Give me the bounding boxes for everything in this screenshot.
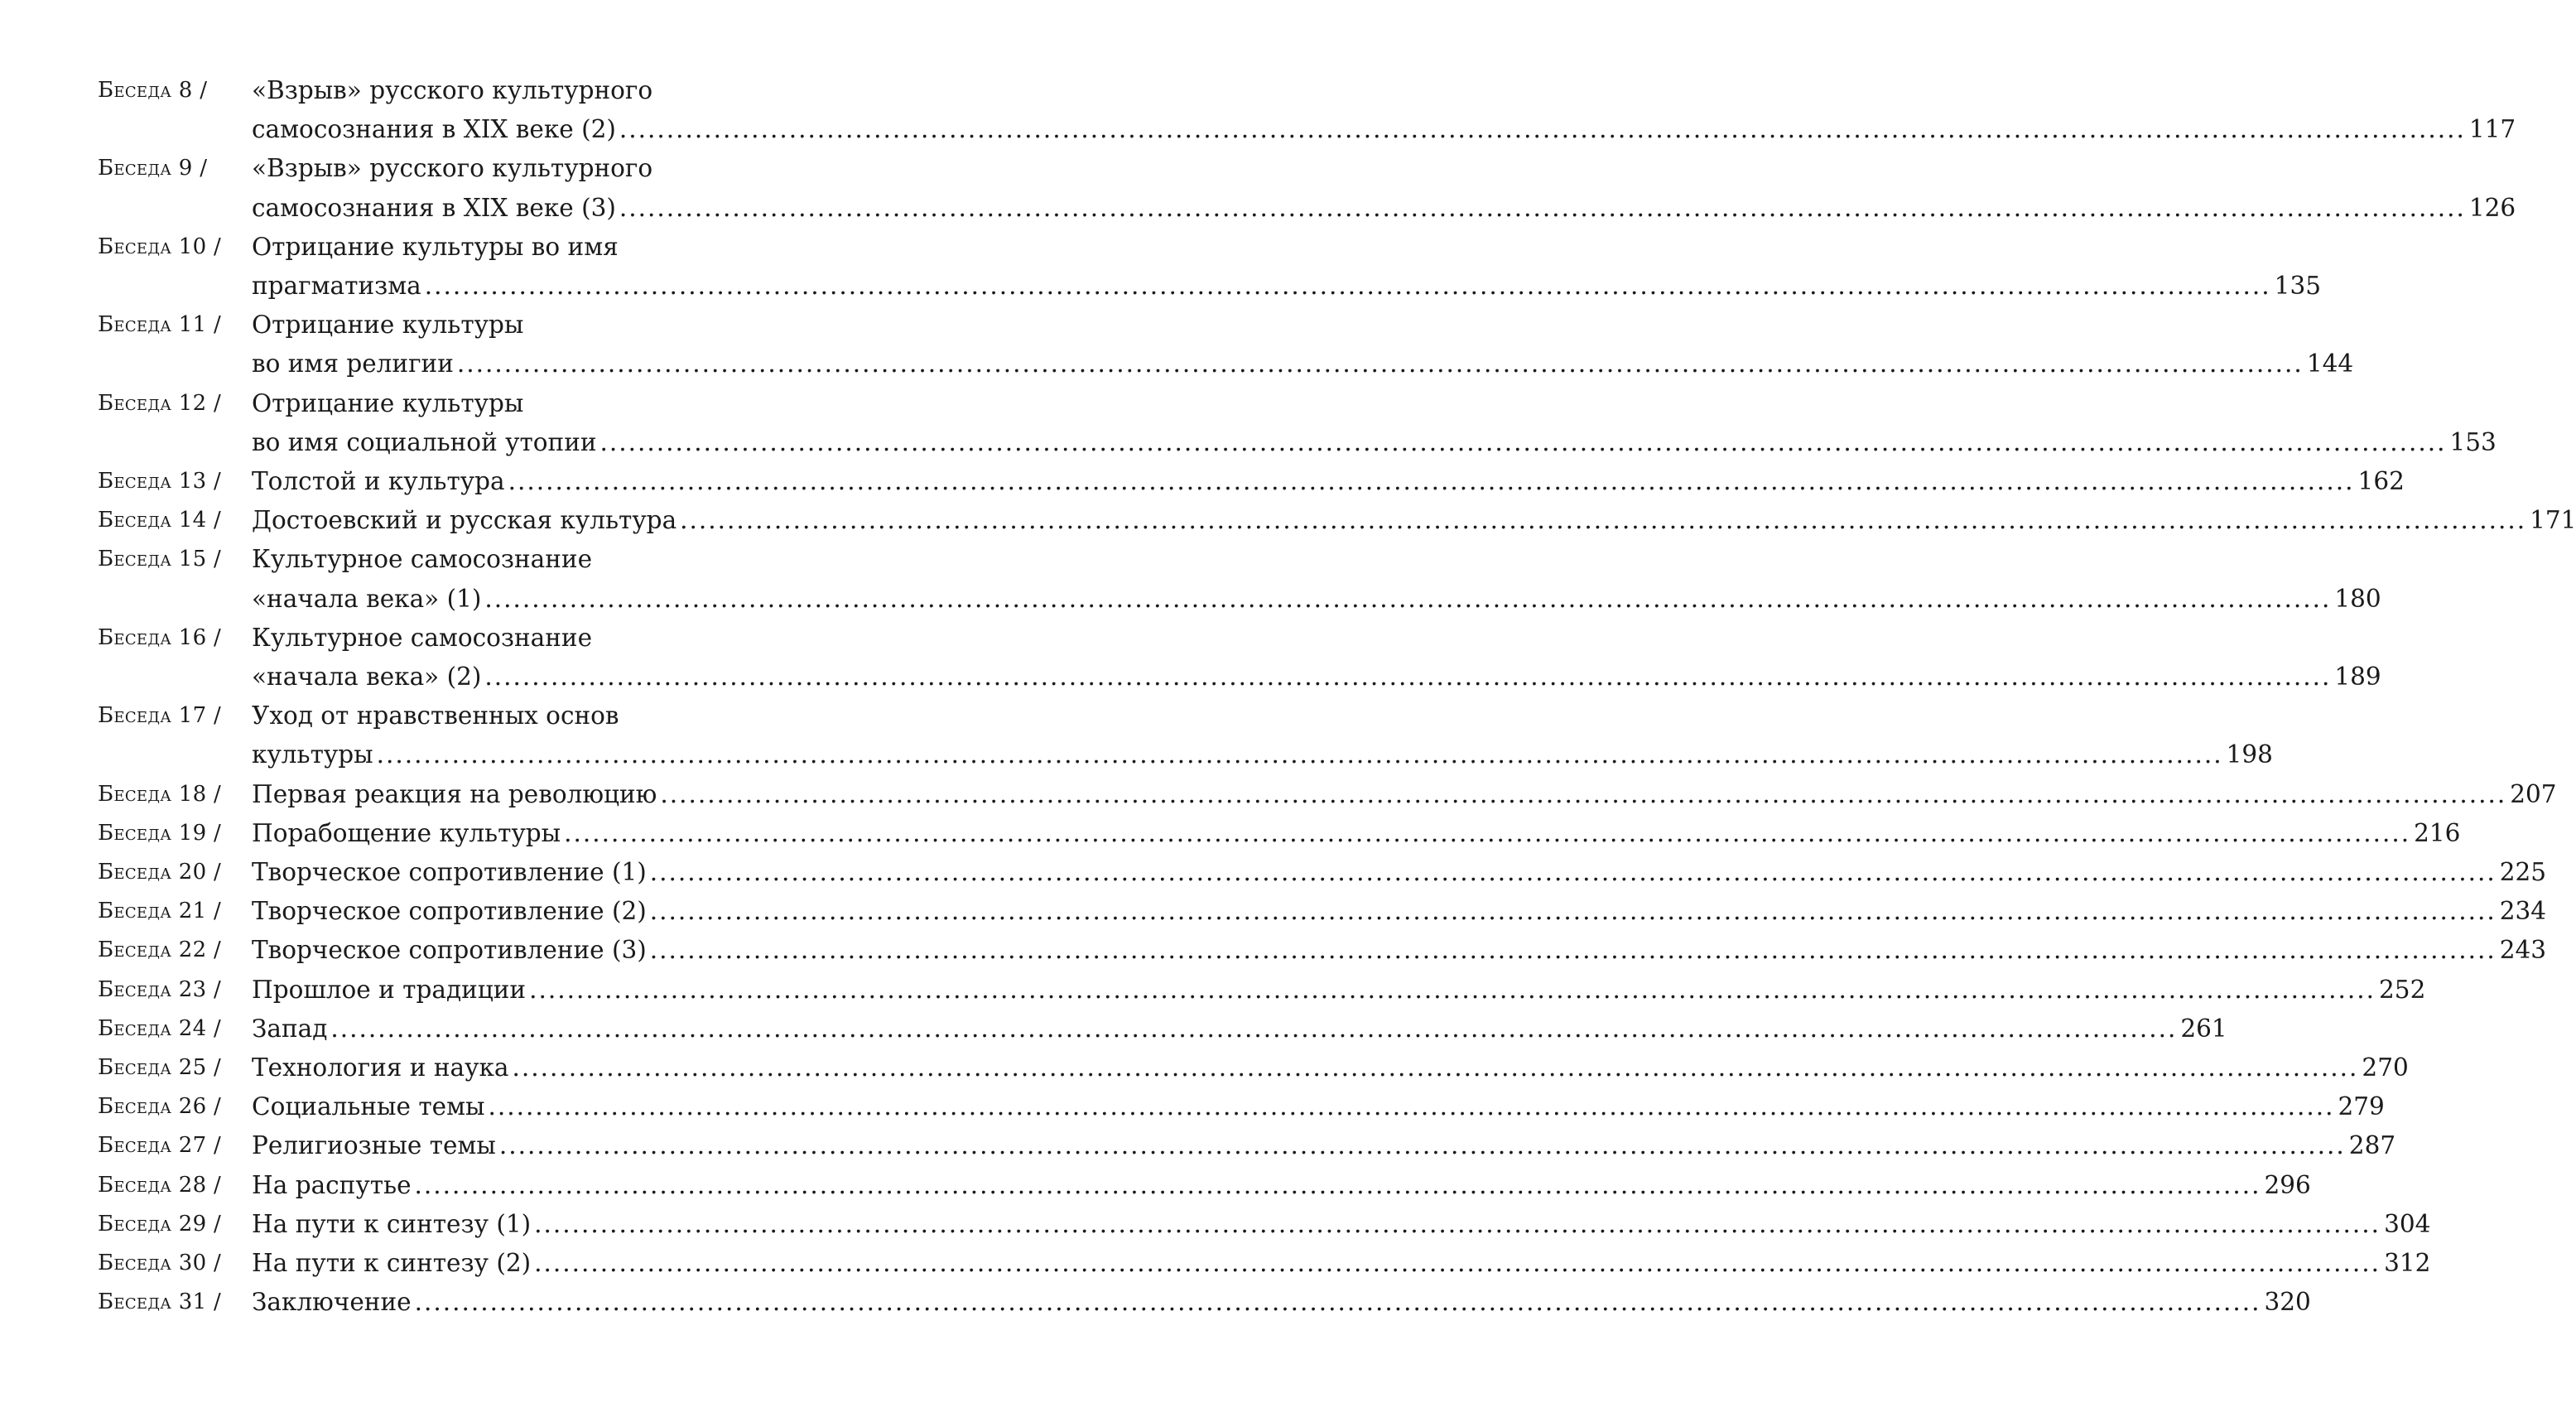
entry-title (252, 971, 2425, 1010)
entry-label: Беседа 27 / (98, 1133, 222, 1159)
entry-label: Беседа 13 / (98, 469, 222, 494)
page-number: 261 (2180, 1014, 2227, 1043)
entry-title-last-line (252, 1166, 2311, 1205)
entry-title (252, 1166, 2311, 1205)
entry-title-line: прагматизма (252, 272, 421, 301)
entry-title-line: Отрицание культуры (252, 388, 524, 417)
toc-entry (98, 540, 2381, 618)
page-number: 180 (2334, 584, 2381, 613)
entry-title-line: Порабощение культуры (252, 818, 561, 847)
page-number: 234 (2499, 897, 2547, 926)
entry-title (252, 306, 2353, 383)
dot-leader (619, 189, 2466, 228)
entry-label: Беседа 26 / (98, 1094, 222, 1120)
entry-title-line: Отрицание культуры (252, 311, 524, 340)
entry-title-line: во имя социальной утопии (252, 427, 597, 456)
entry-title-last-line (252, 1010, 2227, 1048)
entry-title (252, 775, 2557, 814)
page-number: 225 (2499, 858, 2547, 887)
dot-leader (508, 462, 2355, 501)
toc-entry (98, 1126, 2396, 1165)
entry-title-last-line (252, 1048, 2409, 1087)
entry-title (252, 892, 2546, 931)
toc-entry (98, 1283, 2311, 1322)
entry-title (252, 1205, 2430, 1244)
toc-entry (98, 1087, 2385, 1126)
entry-title (252, 1048, 2409, 1087)
entry-title-last-line (252, 971, 2425, 1010)
page-number: 320 (2264, 1288, 2311, 1317)
entry-title-line: Культурное самосознание (252, 545, 593, 574)
entry-title-last-line (252, 423, 2497, 462)
dot-leader (425, 267, 2271, 306)
dot-leader (415, 1283, 2261, 1322)
dot-leader (680, 501, 2526, 540)
entry-title-line: Заключение (252, 1288, 412, 1317)
entry-title-line: На распутье (252, 1170, 412, 1199)
entry-label: Беседа 28 / (98, 1172, 222, 1198)
dot-leader (619, 110, 2466, 149)
entry-title (252, 1087, 2385, 1126)
entry-title-line: Религиозные темы (252, 1131, 496, 1160)
entry-title-last-line (252, 501, 2576, 540)
entry-title-line: во имя религии (252, 349, 454, 378)
entry-title (252, 540, 2381, 618)
toc-entry (98, 697, 2273, 774)
entry-title (252, 1010, 2227, 1048)
entry-title-line: Запад (252, 1014, 328, 1043)
table-of-contents (98, 71, 2576, 1323)
dot-leader (650, 853, 2497, 892)
entry-title-last-line (252, 267, 2321, 306)
page-number: 153 (2449, 427, 2497, 456)
dot-leader (534, 1205, 2381, 1244)
toc-entry (98, 1166, 2311, 1205)
page-number: 207 (2510, 779, 2557, 808)
entry-title-line: самосознания в XIX веке (3) (252, 193, 616, 222)
entry-title-last-line (252, 110, 2516, 149)
dot-leader (330, 1010, 2177, 1048)
dot-leader (377, 735, 2223, 774)
entry-title-line: «начала века» (1) (252, 584, 482, 613)
entry-title-line: «Взрыв» русского культурного (252, 154, 653, 183)
page-number: 304 (2384, 1209, 2431, 1238)
entry-title-line: «начала века» (2) (252, 663, 482, 692)
toc-entry (98, 1048, 2409, 1087)
page-number: 198 (2226, 740, 2273, 769)
toc-entry (98, 619, 2381, 697)
entry-title-last-line (252, 189, 2516, 228)
entry-title-last-line (252, 1244, 2430, 1283)
entry-title-last-line (252, 345, 2353, 383)
page-number: 279 (2338, 1092, 2385, 1121)
entry-title (252, 71, 2516, 149)
entry-title (252, 1283, 2311, 1322)
page-number: 171 (2530, 506, 2576, 535)
entry-label: Беседа 11 / (98, 312, 222, 338)
page-number: 252 (2379, 975, 2426, 1004)
page-number: 144 (2306, 349, 2354, 378)
entry-title-last-line (252, 814, 2460, 853)
entry-label: Беседа 19 / (98, 820, 222, 846)
entry-label: Беседа 20 / (98, 860, 222, 885)
dot-leader (512, 1048, 2358, 1087)
page-number: 162 (2357, 467, 2405, 496)
entry-title-line: Первая реакция на революцию (252, 779, 657, 808)
entry-label: Беседа 8 / (98, 78, 208, 103)
dot-leader (457, 345, 2304, 383)
entry-title-last-line (252, 580, 2381, 619)
entry-label: Беседа 16 / (98, 624, 222, 650)
entry-title (252, 619, 2381, 697)
entry-title-last-line (252, 1205, 2430, 1244)
entry-title-last-line (252, 1283, 2311, 1322)
entry-title-last-line (252, 462, 2405, 501)
entry-label: Беседа 30 / (98, 1251, 222, 1276)
entry-title (252, 697, 2273, 774)
entry-label: Беседа 14 / (98, 508, 222, 533)
entry-label: Беседа 24 / (98, 1015, 222, 1041)
entry-title-last-line (252, 1087, 2385, 1126)
toc-entry (98, 71, 2516, 149)
page-number: 270 (2362, 1053, 2409, 1082)
dot-leader (499, 1126, 2346, 1165)
entry-title-last-line (252, 775, 2557, 814)
entry-title-line: На пути к синтезу (2) (252, 1249, 532, 1278)
entry-title-line: самосознания в XIX веке (2) (252, 115, 616, 144)
dot-leader (489, 1087, 2335, 1126)
entry-title (252, 814, 2460, 853)
entry-label: Беседа 29 / (98, 1211, 222, 1236)
entry-title (252, 462, 2405, 501)
page-number: 126 (2468, 193, 2516, 222)
toc-entry (98, 931, 2547, 970)
dot-leader (534, 1244, 2381, 1283)
page-number: 296 (2264, 1170, 2311, 1199)
page-number: 216 (2414, 818, 2461, 847)
entry-title (252, 1244, 2430, 1283)
entry-title-line: На пути к синтезу (1) (252, 1209, 532, 1238)
entry-title-line: «Взрыв» русского культурного (252, 76, 653, 104)
page-number: 189 (2334, 663, 2381, 692)
dot-leader (529, 971, 2376, 1010)
entry-title-line: Отрицание культуры во имя (252, 232, 619, 261)
entry-label: Беседа 12 / (98, 390, 222, 416)
page-number: 135 (2274, 272, 2321, 301)
entry-title-line: Творческое сопротивление (1) (252, 858, 647, 887)
toc-entry (98, 892, 2547, 931)
dot-leader (564, 814, 2410, 853)
entry-title (252, 228, 2321, 306)
dot-leader (484, 580, 2331, 619)
entry-title-line: Творческое сопротивление (2) (252, 897, 647, 926)
entry-title-line: Творческое сопротивление (3) (252, 936, 647, 965)
page-number: 117 (2468, 115, 2516, 144)
dot-leader (484, 658, 2331, 697)
toc-entry (98, 971, 2426, 1010)
entry-title-line: культуры (252, 740, 373, 769)
dot-leader (650, 892, 2497, 931)
toc-entry (98, 853, 2547, 892)
entry-title-line: Толстой и культура (252, 467, 505, 496)
entry-label: Беседа 22 / (98, 938, 222, 963)
entry-title (252, 931, 2546, 970)
dot-leader (600, 423, 2447, 462)
toc-entry (98, 1244, 2431, 1283)
toc-entry (98, 462, 2405, 501)
toc-entry (98, 775, 2557, 814)
entry-title (252, 853, 2546, 892)
entry-title-last-line (252, 735, 2273, 774)
dot-leader (660, 775, 2506, 814)
entry-label: Беседа 15 / (98, 547, 222, 572)
dot-leader (415, 1166, 2261, 1205)
entry-title-last-line (252, 931, 2546, 970)
entry-label: Беседа 21 / (98, 899, 222, 924)
entry-title (252, 1126, 2395, 1165)
entry-title-last-line (252, 658, 2381, 697)
entry-title (252, 501, 2576, 540)
toc-entry (98, 306, 2354, 383)
toc-entry (98, 384, 2497, 462)
entry-title-last-line (252, 1126, 2395, 1165)
entry-title (252, 384, 2497, 462)
page-number: 312 (2384, 1249, 2431, 1278)
toc-entry (98, 814, 2461, 853)
entry-label: Беседа 9 / (98, 156, 208, 181)
entry-title-line: Технология и наука (252, 1053, 509, 1082)
entry-label: Беседа 17 / (98, 703, 222, 729)
toc-entry (98, 1205, 2431, 1244)
page-number: 287 (2348, 1131, 2396, 1160)
entry-title-last-line (252, 892, 2546, 931)
entry-title-line: Культурное самосознание (252, 623, 593, 652)
dot-leader (650, 931, 2497, 970)
entry-title-line: Социальные темы (252, 1092, 485, 1121)
toc-entry (98, 501, 2576, 540)
entry-label: Беседа 25 / (98, 1055, 222, 1081)
entry-label: Беседа 23 / (98, 976, 222, 1002)
entry-title (252, 149, 2516, 227)
entry-label: Беседа 18 / (98, 781, 222, 807)
page-number: 243 (2499, 936, 2547, 965)
toc-entry (98, 228, 2321, 306)
toc-entry (98, 1010, 2227, 1048)
entry-label: Беседа 10 / (98, 234, 222, 259)
toc-entry (98, 149, 2516, 227)
entry-title-line: Прошлое и традиции (252, 975, 527, 1004)
entry-title-line: Достоевский и русская культура (252, 506, 677, 535)
entry-title-line: Уход от нравственных основ (252, 701, 619, 730)
entry-label: Беседа 31 / (98, 1289, 222, 1315)
entry-title-last-line (252, 853, 2546, 892)
